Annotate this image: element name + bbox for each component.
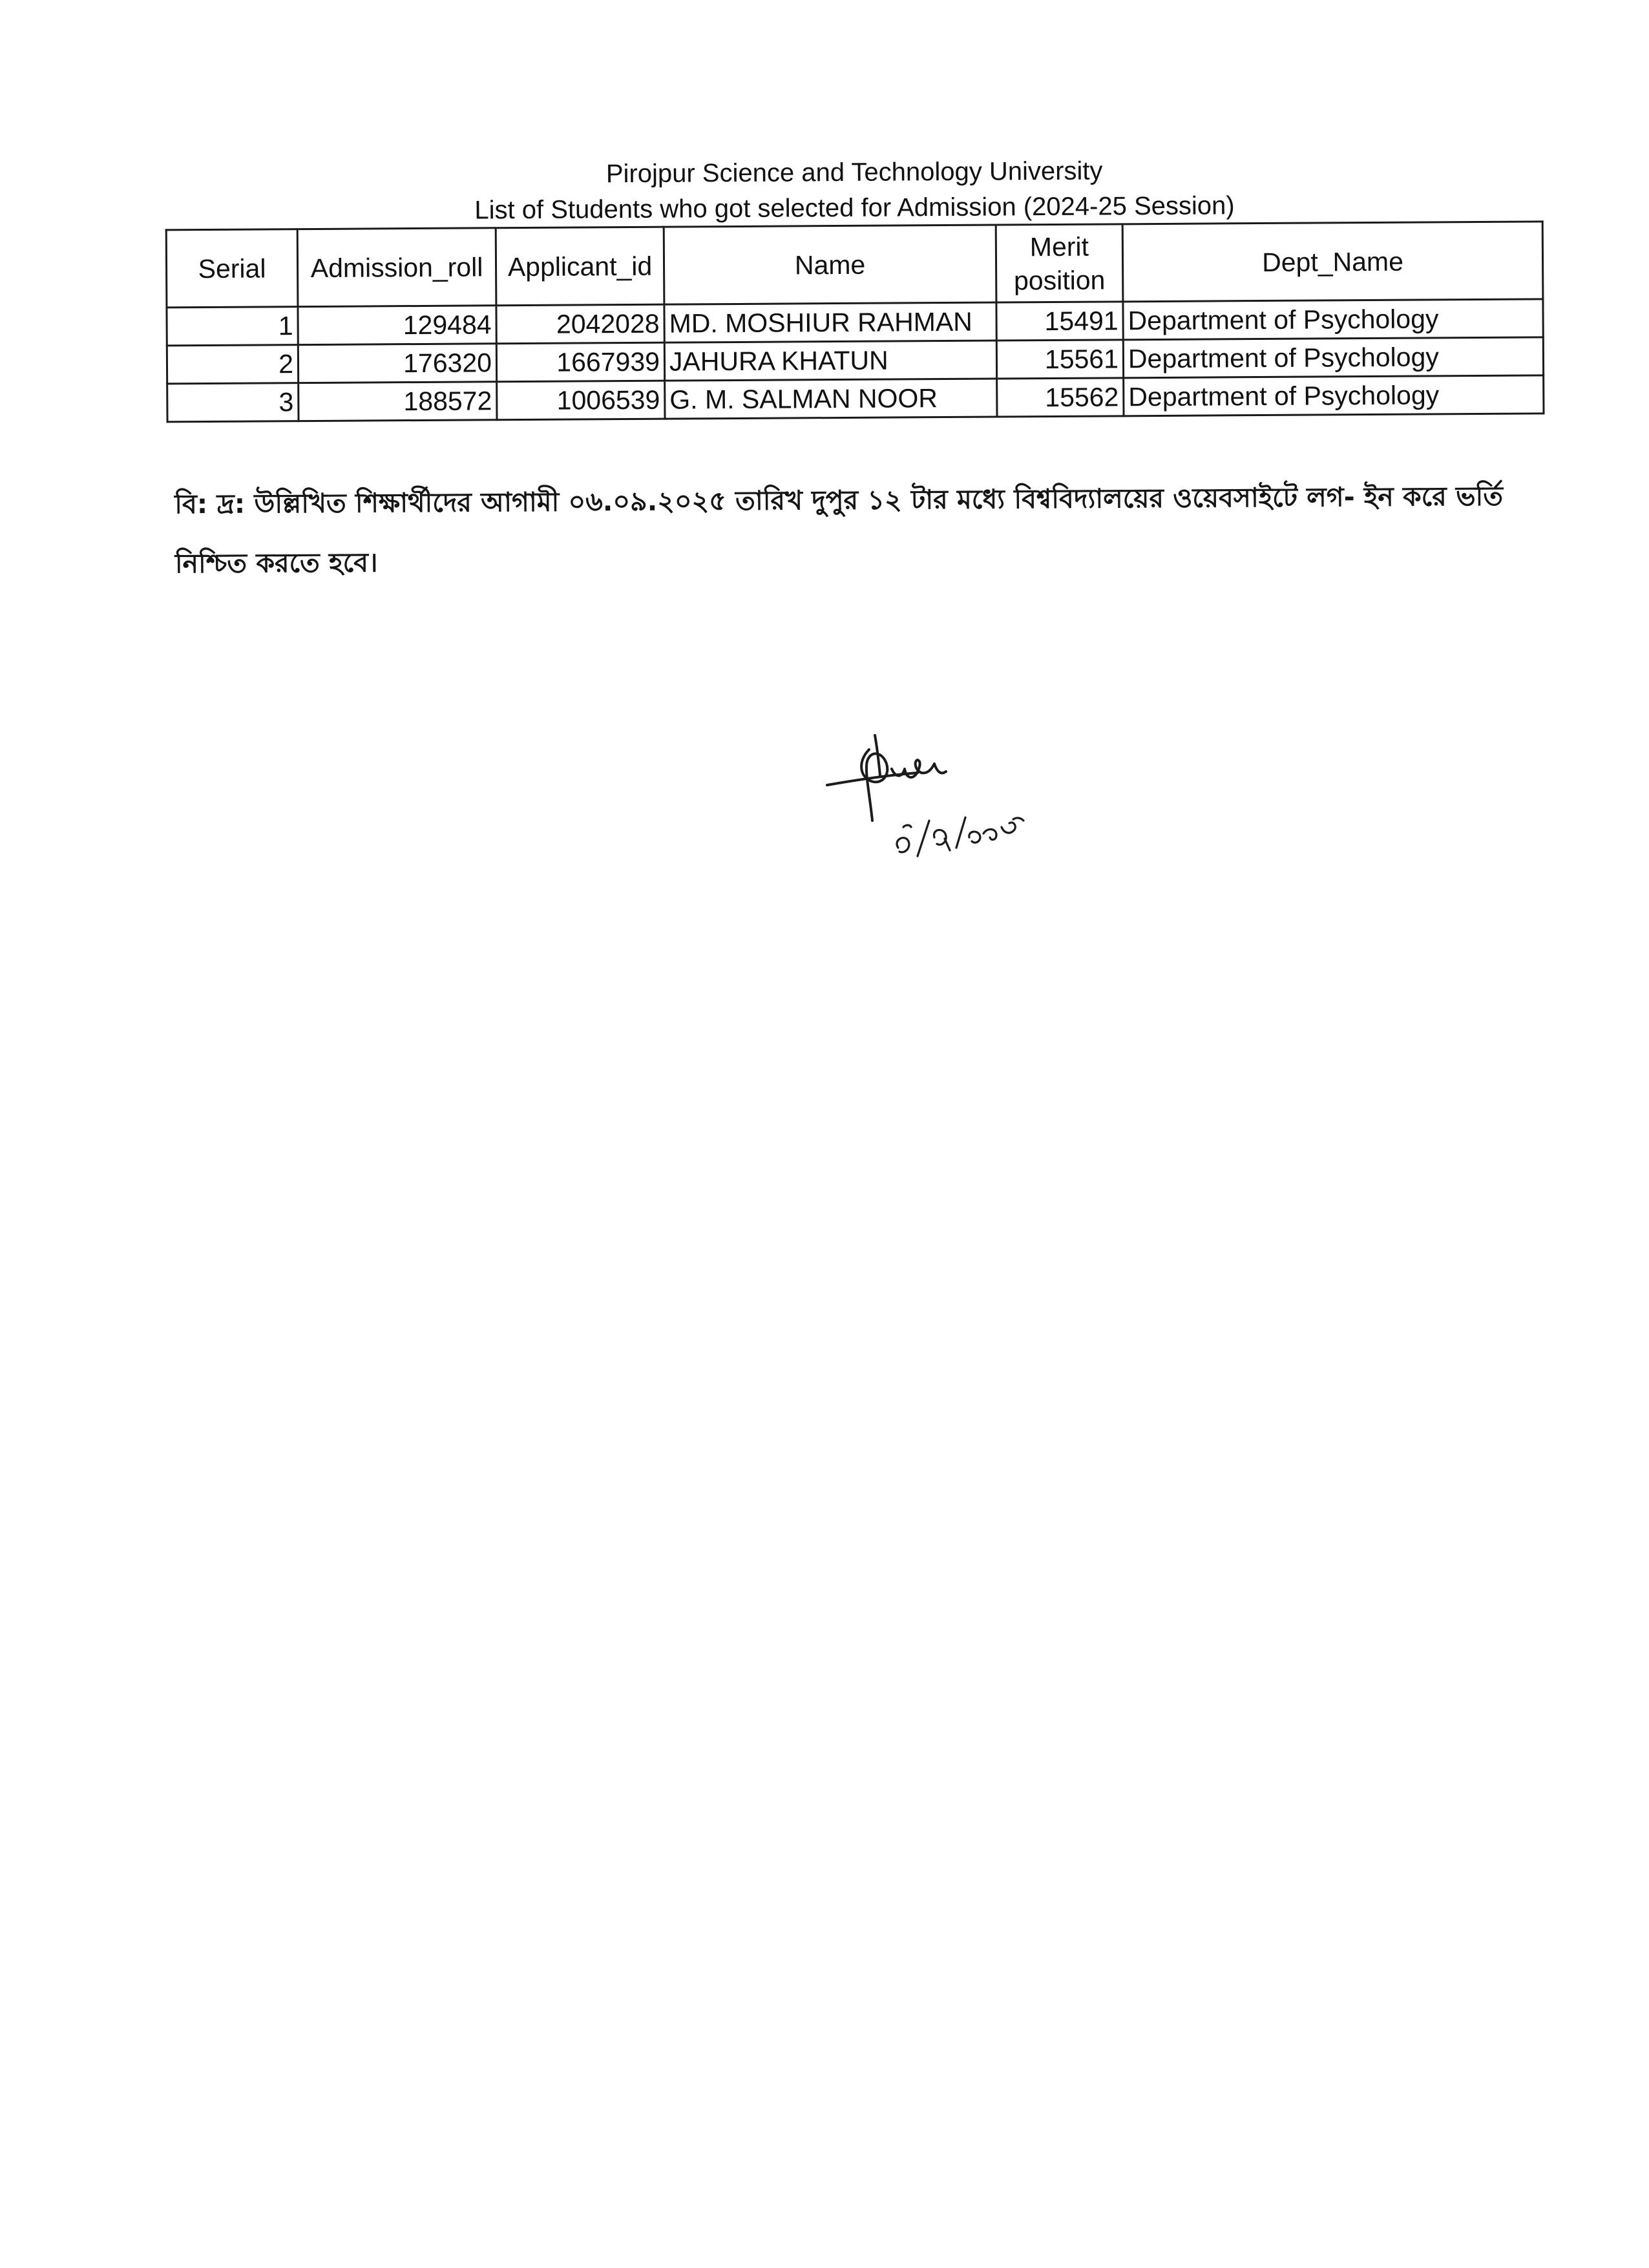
cell-name: JAHURA KHATUN <box>664 341 996 381</box>
column-header-serial: Serial <box>166 229 298 308</box>
column-header-name: Name <box>664 225 996 304</box>
cell-merit-position: 15491 <box>996 302 1123 341</box>
cell-merit-position: 15561 <box>996 340 1123 379</box>
handwritten-signature <box>808 724 1066 872</box>
cell-applicant-id: 1006539 <box>497 381 665 420</box>
document-body <box>0 0 1648 580</box>
column-header-applicant-id: Applicant_id <box>496 227 664 306</box>
cell-admission-roll: 176320 <box>298 344 496 383</box>
university-name: Pirojpur Science and Technology University <box>605 156 1103 189</box>
column-header-merit-position <box>996 224 1123 302</box>
merit-header-line-1: Merit <box>1029 231 1089 262</box>
table-header-row <box>166 222 1543 308</box>
list-title: List of Students who got selected for Admission (2024-25 Session) <box>474 191 1235 225</box>
cell-admission-roll: 188572 <box>299 382 497 421</box>
cell-name: MD. MOSHIUR RAHMAN <box>664 302 996 342</box>
table-row <box>167 375 1544 422</box>
cell-applicant-id: 2042028 <box>496 304 664 344</box>
column-header-admission-roll: Admission_roll <box>297 228 496 307</box>
cell-serial: 1 <box>167 307 298 346</box>
cell-admission-roll: 129484 <box>298 306 496 345</box>
cell-serial: 3 <box>167 383 299 422</box>
cell-dept-name: Department of Psychology <box>1123 337 1543 378</box>
admission-table <box>165 220 1545 423</box>
column-header-dept-name: Dept_Name <box>1122 222 1543 302</box>
cell-dept-name: Department of Psychology <box>1123 299 1543 340</box>
cell-dept-name: Department of Psychology <box>1124 375 1544 416</box>
cell-applicant-id: 1667939 <box>496 342 664 382</box>
cell-serial: 2 <box>167 345 298 384</box>
merit-header-line-2: position <box>1013 264 1106 295</box>
cell-merit-position: 15562 <box>997 378 1124 417</box>
admission-notice: বি: দ্র: উল্লিখিত শিক্ষার্থীদের আগামী ০৬.০৯.২০২৫ তারিখ দুপুর ১২ টার মধ্যে বিশ্ববিদ্যালয়ের ওয়েবসাইটে লগ- ইন করে ভর্তি নিশ্চিত করতে হবে। <box>174 480 1504 580</box>
cell-name: G. M. SALMAN NOOR <box>665 379 997 419</box>
